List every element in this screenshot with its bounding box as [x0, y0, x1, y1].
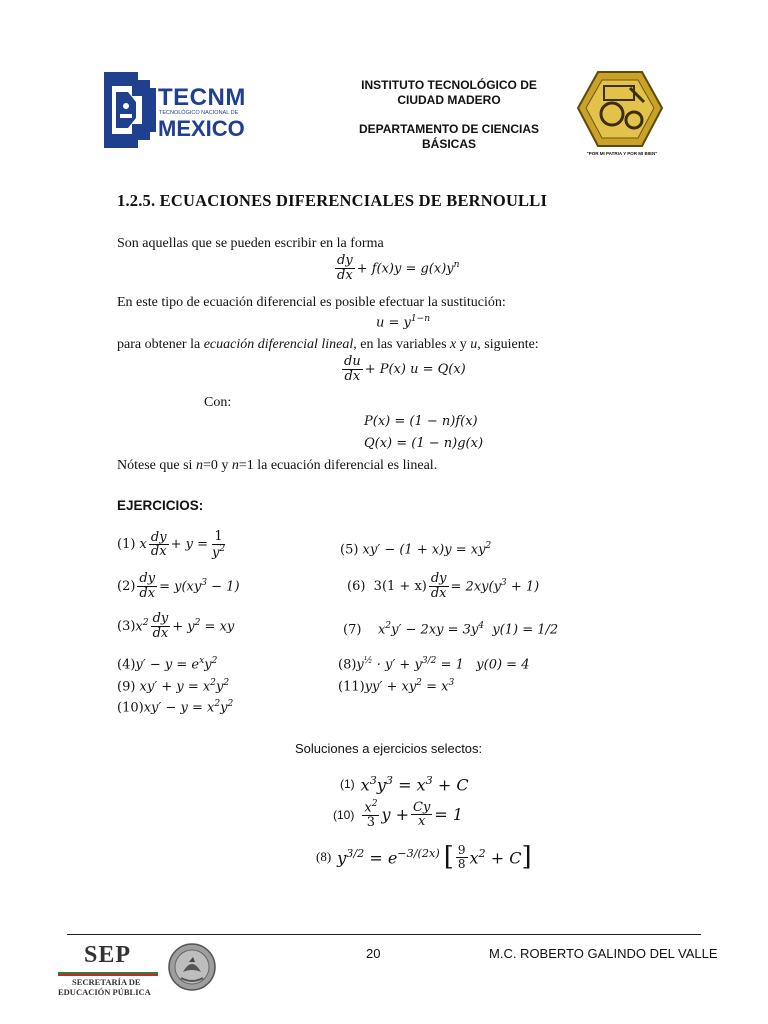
substitution-equation: $u = y^{1-n}$ — [376, 314, 431, 331]
sep-wordmark: SEP — [84, 942, 132, 968]
tecnm-subtitle: TECNOLÓGICO NACIONAL DE — [159, 110, 239, 116]
solutions-heading: Soluciones a ejercicios selectos: — [295, 741, 483, 756]
tecnm-logo — [98, 66, 246, 154]
intro-text: Son aquellas que se pueden escribir en la forma — [117, 236, 384, 251]
linear-text: para obtener la ecuación diferencial lineal, en las variables x y u, siguiente: — [117, 337, 539, 352]
solution-10: (10) $\frac{x^2}{3}$ y + $\frac{Cy}{x}$ = 1 — [333, 799, 463, 830]
institute-seal — [574, 68, 666, 160]
department-line-2: BÁSICAS — [421, 137, 476, 151]
linear-equation: $\frac{du}{dx}$ + P(x) u = Q(x) — [344, 354, 466, 384]
exercise-6: (6) 3(1 + x) $\frac{dy}{dx}$ = $2xy(y^3 + 1)$ — [347, 571, 540, 601]
institution-line-1: INSTITUTO TECNOLÓGICO DE — [361, 78, 537, 92]
mexico-wordmark: MEXICO — [158, 116, 245, 141]
section-title: 1.2.5. ECUACIONES DIFERENCIALES DE BERNOULLI — [117, 191, 548, 210]
seal-motto: "POR MI PATRIA Y POR MI BIEN" — [586, 151, 658, 156]
footer-divider — [67, 934, 701, 935]
exercise-11: $(11)yy' + xy^2 = x^3$ — [338, 678, 455, 695]
exercise-8: $(8)y^{\frac{1}{2}} \cdot y' + y^{3/2} = 1$ y(0) = 4 — [338, 656, 530, 673]
exercise-4: $(4)y' - y = e^xy^2$ — [117, 656, 218, 673]
exercise-7: (7) $x^2y' - 2xy = 3y^4$ y(1) = 1/2 — [343, 621, 559, 638]
author-name: M.C. ROBERTO GALINDO DEL VALLE — [489, 946, 718, 961]
department-line-1: DEPARTAMENTO DE CIENCIAS — [358, 122, 539, 136]
page-number: 20 — [366, 946, 381, 961]
eagle-seal-icon — [167, 942, 217, 992]
sep-logo — [58, 942, 162, 997]
p-definition: P(x) = (1 − n)f(x) — [364, 414, 478, 429]
seal-shield-icon — [574, 68, 666, 152]
exercise-10: $(10)xy' - y = x^2y^2$ — [117, 699, 234, 716]
solution-1: (1) $x^3y^3 = x^3 + C$ — [340, 774, 469, 795]
exercise-5: (5) $xy' - (1 + x)y = xy^2$ — [340, 541, 492, 558]
con-label: Con: — [204, 395, 232, 410]
sep-line-2: EDUCACIÓN PÚBLICA — [58, 987, 151, 997]
substitution-text: En este tipo de ecuación diferencial es posible efectuar la sustitución: — [117, 295, 506, 310]
exercise-2: (2) $\frac{dy}{dx}$ = $y(xy^3 - 1)$ — [117, 571, 240, 601]
sep-line-1: SECRETARÍA DE — [72, 977, 141, 987]
solution-8: (8) $y^{3/2} = e^{-3/(2x)}$ [ $\frac{9}{8}$ $x^2 + C$ ] — [316, 842, 532, 872]
exercises-heading: EJERCICIOS: — [117, 498, 204, 513]
mexico-coat-of-arms — [167, 942, 217, 997]
bernoulli-equation: $\frac{dy}{dx}$ + $f(x)y = g(x)y^n$ — [337, 253, 460, 283]
exercise-1: (1) x $\frac{dy}{dx}$ + y = $\frac{1}{y^2}$ — [117, 529, 226, 560]
exercise-9: (9) $xy' + y = x^2y^2$ — [117, 678, 230, 695]
q-definition: Q(x) = (1 − n)g(x) — [364, 436, 484, 451]
note-text: Nótese que si n=0 y n=1 la ecuación diferencial es lineal. — [117, 458, 438, 473]
exercise-3: (3) $x^2$ $\frac{dy}{dx}$ + $y^2$ = xy — [117, 611, 235, 641]
institution-line-2: CIUDAD MADERO — [397, 93, 501, 107]
header-institution — [330, 78, 568, 152]
tecnm-wordmark: TECNM — [158, 84, 246, 111]
